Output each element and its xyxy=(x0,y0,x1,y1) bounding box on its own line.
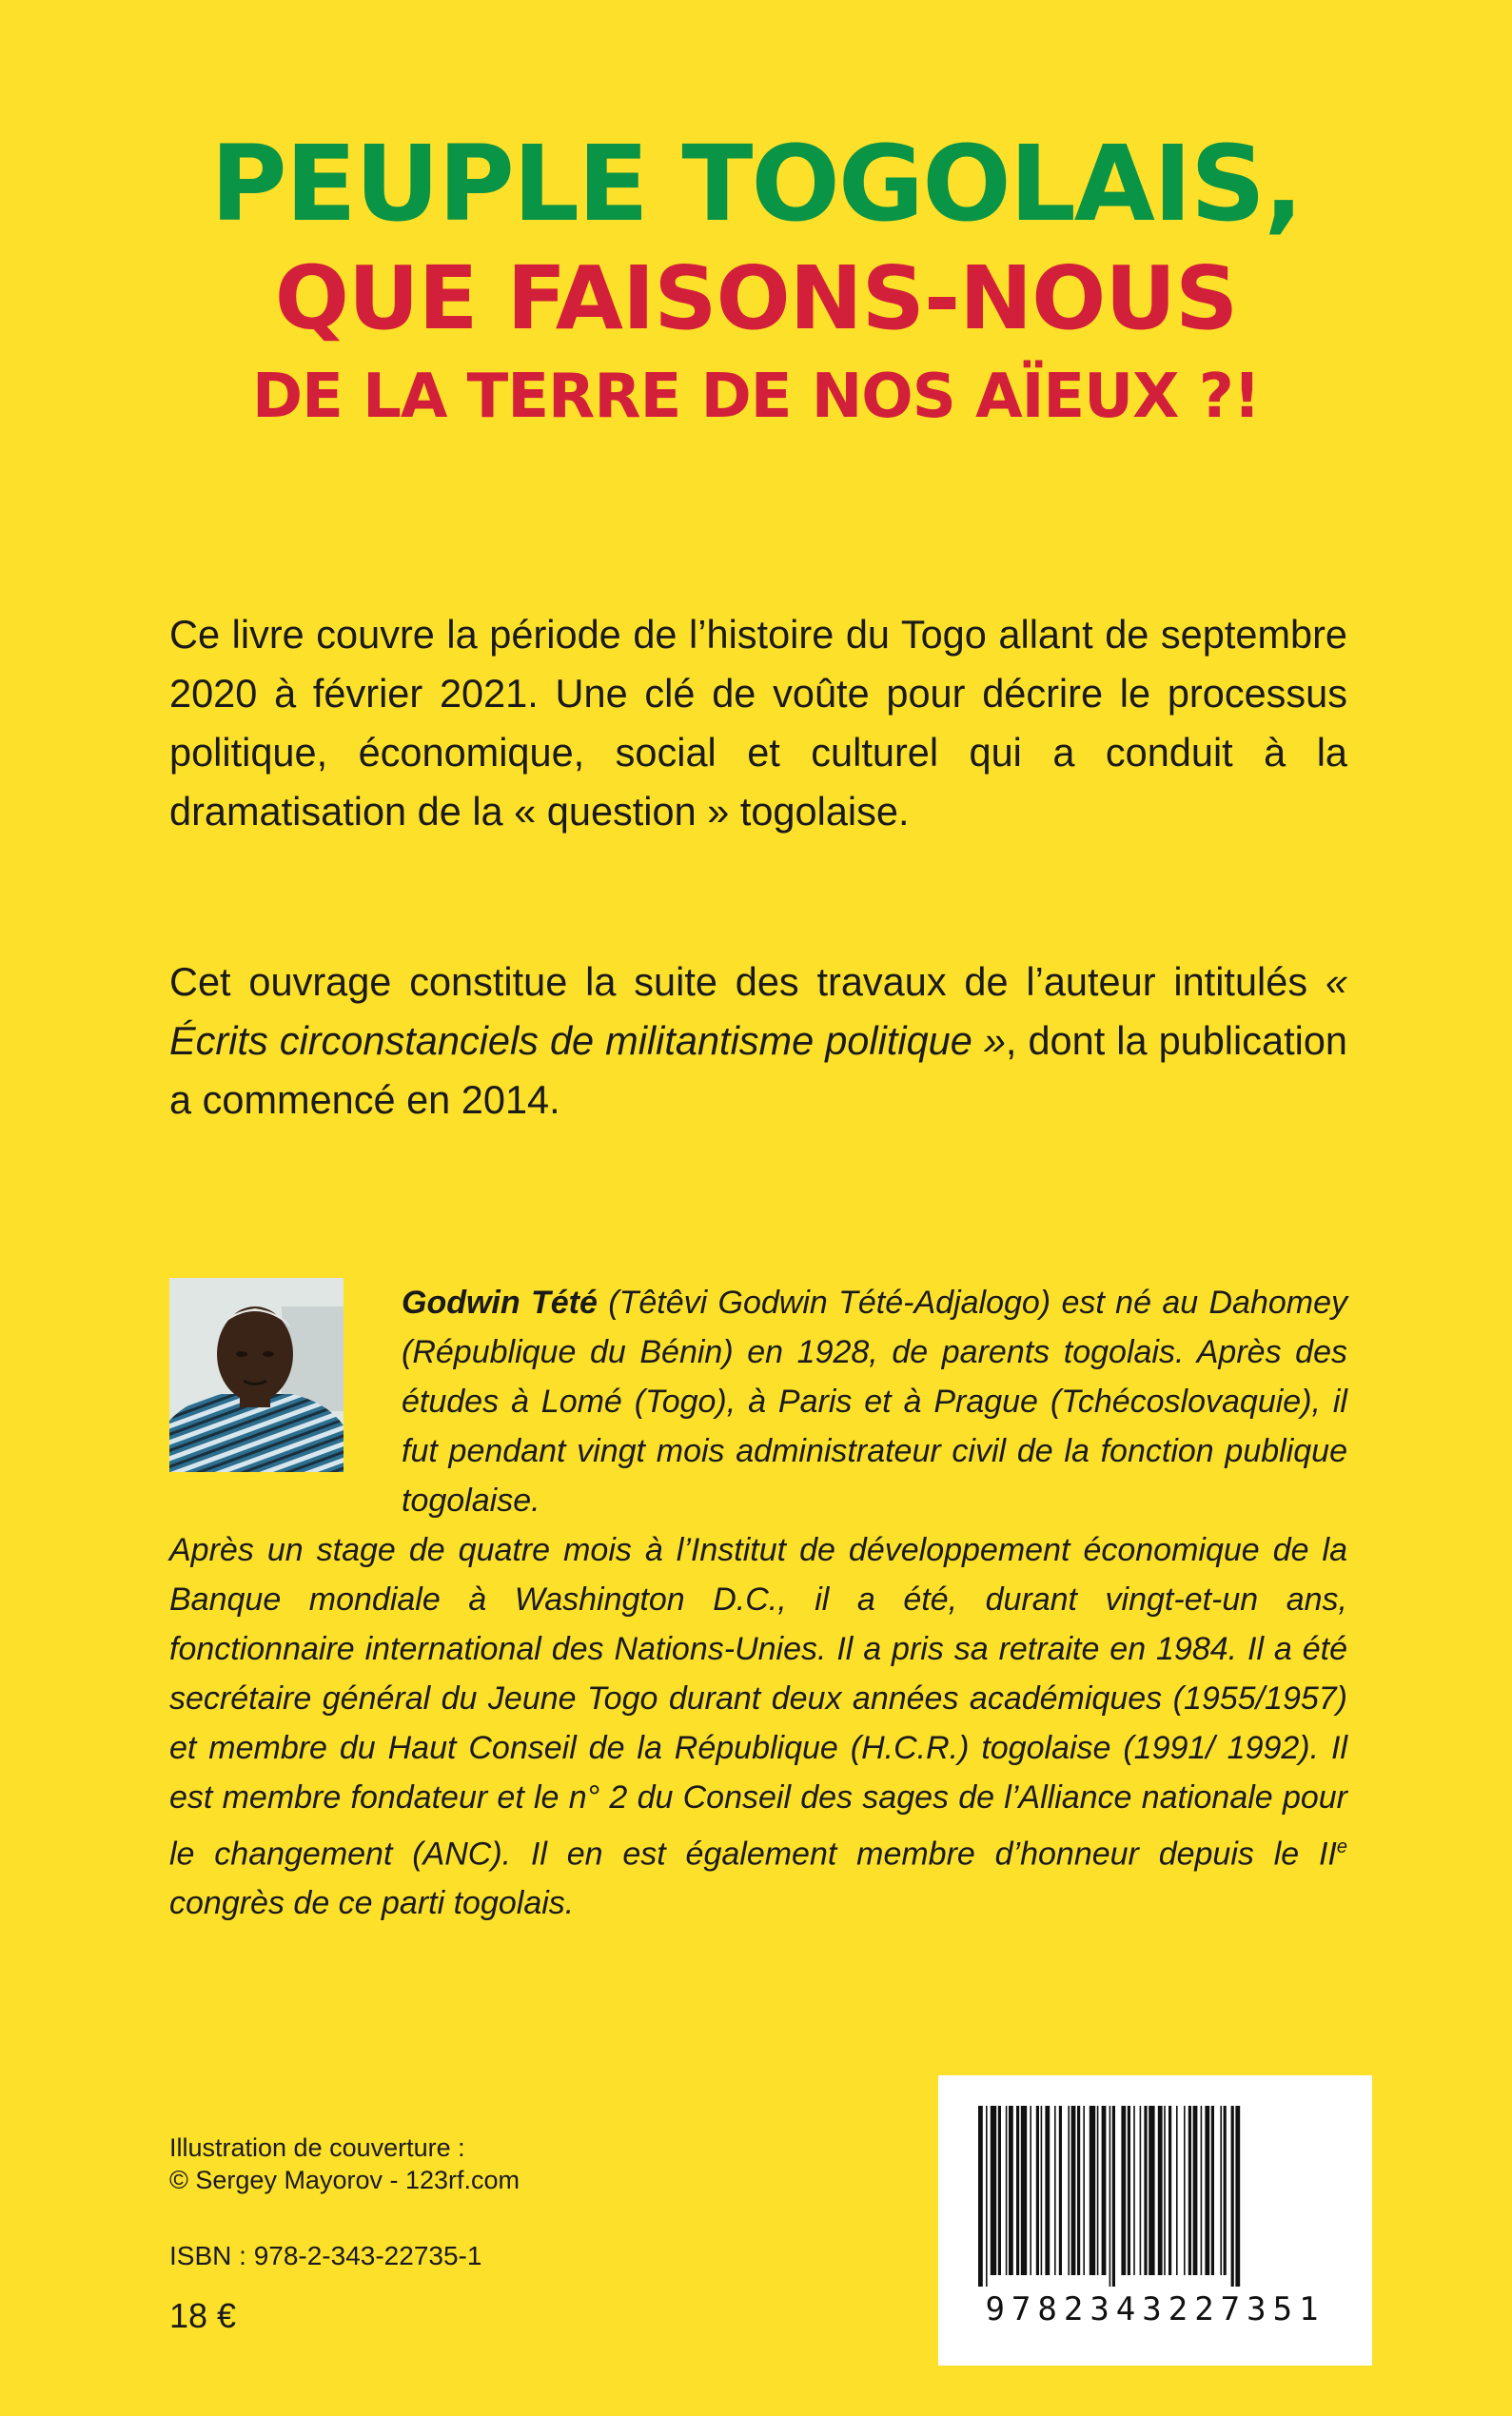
author-bio-continued xyxy=(169,1525,1347,1928)
barcode-bar xyxy=(1176,2106,1178,2275)
barcode-bar xyxy=(1128,2106,1130,2275)
barcode-bar xyxy=(1036,2106,1039,2275)
barcode-bar xyxy=(1071,2106,1076,2275)
barcode-bar xyxy=(1220,2106,1222,2275)
barcode-bars xyxy=(938,2075,1372,2294)
barcode-bar xyxy=(1030,2106,1031,2275)
barcode-bar xyxy=(1205,2106,1209,2275)
barcode-bar xyxy=(1006,2106,1008,2275)
barcode-bar xyxy=(1097,2106,1099,2275)
barcode-bar xyxy=(1041,2106,1043,2275)
author-photo xyxy=(169,1278,344,1472)
barcode-bar xyxy=(1021,2106,1027,2275)
barcode-bar xyxy=(1109,2106,1111,2287)
summary-paragraph-2-end: , dont la publication a commencé en 2014. xyxy=(169,1018,1347,1122)
author-portrait-illustration xyxy=(169,1278,344,1472)
author-bio-part-3: congrès de ce parti togolais. xyxy=(169,1885,575,1922)
barcode-bar xyxy=(1168,2106,1171,2275)
ordinal-superscript: e xyxy=(1336,1837,1347,1857)
summary-paragraph-2-start: Cet ouvrage constitue la suite des travaux de l’auteur intitulés xyxy=(169,959,1325,1004)
barcode xyxy=(938,2075,1372,2366)
summary-paragraph-1: Ce livre couvre la période de l’histoire du Togo allant de septembre 2020 à février 2021. Une clé de voûte pour décrire le processus politique, économique, social et culturel qui a conduit à la dramatisation de la « question » togolaise. xyxy=(169,612,1347,834)
barcode-bar xyxy=(1184,2106,1186,2275)
author-bio-beside-photo xyxy=(402,1278,1347,1525)
barcode-bar xyxy=(1016,2106,1019,2275)
illustration-credit xyxy=(169,2131,520,2196)
barcode-bar xyxy=(1054,2106,1056,2275)
barcode-bar xyxy=(1224,2106,1227,2275)
barcode-bar xyxy=(1045,2106,1050,2275)
barcode-digits: 9782343227351 xyxy=(985,2290,1325,2328)
illustration-source: © Sergey Mayorov - 123rf.com xyxy=(169,2166,520,2194)
price: 18 € xyxy=(169,2296,237,2335)
barcode-bar xyxy=(991,2106,996,2275)
barcode-bar xyxy=(1188,2106,1191,2275)
author-bio-part-2: Après un stage de quatre mois à l’Institut de développement économique de la Banque mondiale à Washington D.C., il a été, durant vingt-et-un ans, fonctionnaire international des Nations-Unies. Il a pris sa retraite en 1984. Il a été secrétaire général du Jeune Togo durant deux années académiques (1955/1957) et membre du Haut Conseil de la République (H.C.R.) togolaise (1991/ 1992). Il est membre fondateur et le n° 2 du Conseil des sages de l’Alliance nationale pour le changement (ANC). Il en est également membre d’honneur depuis le II xyxy=(169,1532,1347,1873)
title-line-2: QUE FAISONS-NOUS xyxy=(274,247,1238,349)
barcode-bar xyxy=(1144,2106,1147,2275)
title-line-3: DE LA TERRE DE NOS AÏEUX ?! xyxy=(251,362,1261,432)
barcode-bar xyxy=(1201,2106,1203,2275)
barcode-bar xyxy=(1112,2106,1115,2287)
barcode-bar xyxy=(1231,2106,1234,2287)
summary-paragraph-2 xyxy=(169,953,1347,1129)
isbn: ISBN : 978-2-343-22735-1 xyxy=(169,2241,482,2270)
illustration-label: Illustration de couverture : xyxy=(169,2133,465,2162)
barcode-bar xyxy=(998,2106,1001,2275)
barcode-bar xyxy=(1235,2106,1240,2287)
barcode-bar xyxy=(1133,2106,1135,2275)
barcode-bar xyxy=(978,2106,983,2287)
author-name: Godwin Tété xyxy=(402,1285,598,1321)
barcode-bar xyxy=(1140,2106,1142,2275)
barcode-bar xyxy=(1211,2106,1214,2275)
title-line-1: PEUPLE TOGOLAIS, xyxy=(210,123,1302,245)
barcode-bar xyxy=(1164,2106,1166,2275)
barcode-bar xyxy=(1083,2106,1085,2275)
barcode-bar xyxy=(1009,2106,1013,2275)
barcode-bar xyxy=(1121,2106,1126,2275)
barcode-bar xyxy=(1090,2106,1095,2275)
barcode-bar xyxy=(1193,2106,1198,2275)
barcode-bar xyxy=(986,2106,988,2287)
barcode-bar xyxy=(1059,2106,1062,2275)
barcode-bar xyxy=(1068,2106,1070,2275)
barcode-bar xyxy=(1077,2106,1080,2275)
barcode-bar xyxy=(1102,2106,1107,2275)
author-bio-part-1: (Têtêvi Godwin Tété-Adjalogo) est né au Dahomey (République du Bénin) en 1928, de parents togolais. Après des études à Lomé (Togo), à Paris et à Prague (Tchécoslovaquie), il fut pendant vingt mois administrateur civil de la fonction publique togolaise. xyxy=(402,1285,1348,1519)
referenced-book-title: « Écrits circonstanciels de militantisme politique » xyxy=(169,959,1347,1063)
barcode-bar xyxy=(1158,2106,1163,2275)
barcode-bar xyxy=(1149,2106,1154,2275)
